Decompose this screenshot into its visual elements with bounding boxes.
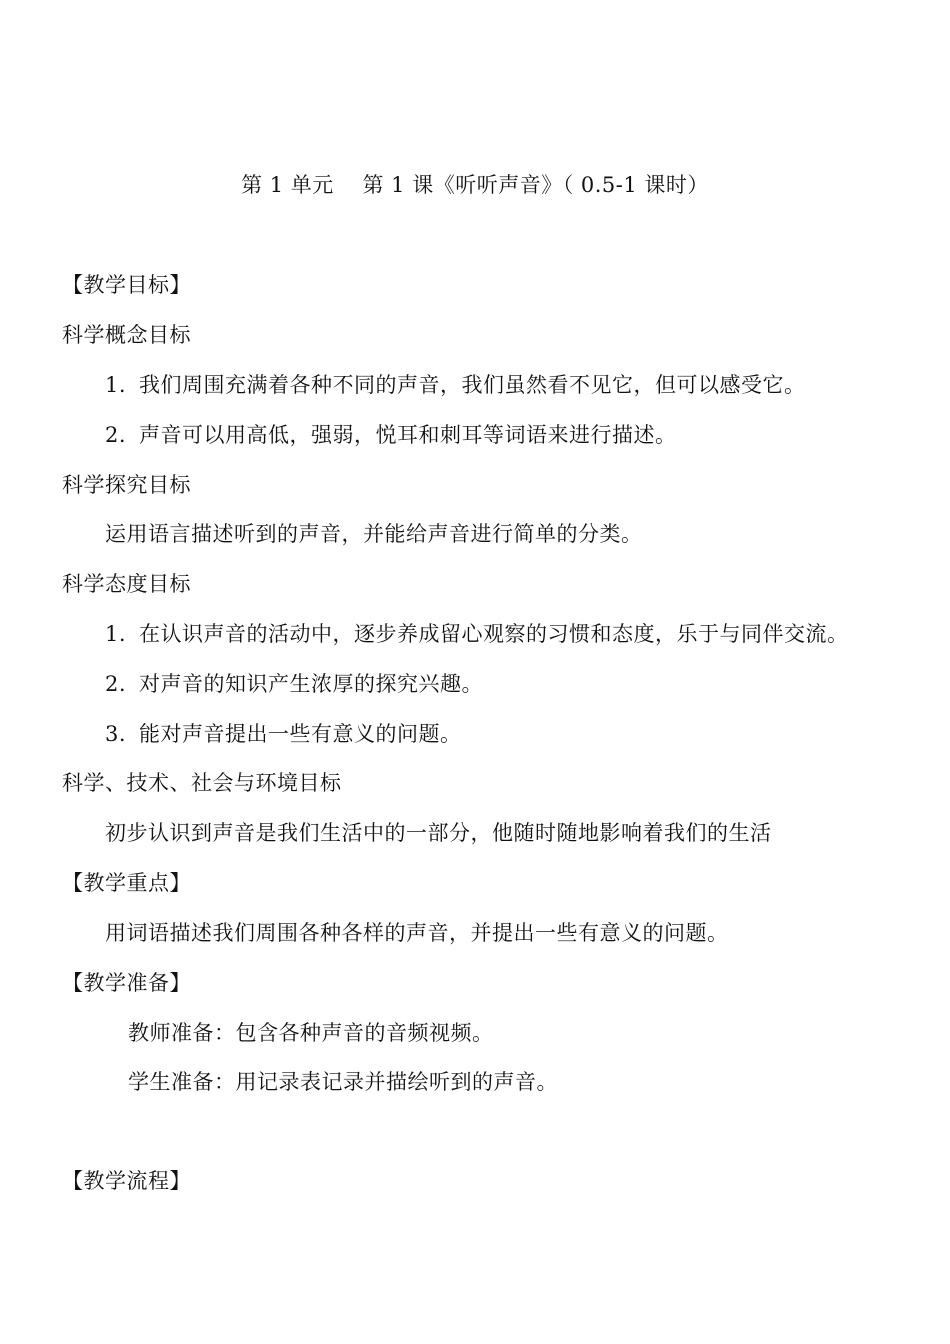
- item-text: 我们周围充满着各种不同的声音，我们虽然看不见它，但可以感受它。: [139, 373, 806, 397]
- item-number: 2.: [105, 423, 127, 447]
- attitude-objectives-heading: 科学态度目标: [62, 572, 191, 596]
- item-text: 能对声音提出一些有意义的问题。: [139, 722, 462, 746]
- item-number: 1.: [105, 373, 127, 397]
- concept-item-1: [105, 372, 806, 398]
- attitude-item-2: [105, 671, 483, 697]
- objectives-heading: 【教学目标】: [62, 273, 191, 297]
- item-number: 3.: [105, 722, 127, 746]
- item-number: 1.: [105, 622, 127, 646]
- item-number: 2.: [105, 672, 127, 696]
- inquiry-objectives-text: 运用语言描述听到的声音，并能给声音进行简单的分类。: [105, 522, 643, 546]
- lesson-title: 第 1 单元 第 1 课《听听声音》（ 0.5-1 课时）: [241, 173, 709, 197]
- concept-item-2: [105, 422, 677, 448]
- item-text: 对声音的知识产生浓厚的探究兴趣。: [139, 672, 483, 696]
- attitude-item-3: [105, 721, 462, 747]
- process-heading: 【教学流程】: [62, 1169, 191, 1193]
- concept-objectives-heading: 科学概念目标: [62, 323, 191, 347]
- item-text: 声音可以用高低，强弱，悦耳和刺耳等词语来进行描述。: [139, 423, 677, 447]
- preparation-heading: 【教学准备】: [62, 971, 191, 995]
- stse-objectives-text: 初步认识到声音是我们生活中的一部分，他随时随地影响着我们的生活: [105, 821, 772, 845]
- attitude-item-1: [105, 621, 849, 647]
- key-points-heading: 【教学重点】: [62, 871, 191, 895]
- teacher-preparation: 教师准备：包含各种声音的音频视频。: [128, 1021, 494, 1045]
- key-points-text: 用词语描述我们周围各种各样的声音，并提出一些有意义的问题。: [105, 921, 729, 945]
- item-text: 在认识声音的活动中，逐步养成留心观察的习惯和态度，乐于与同伴交流。: [139, 622, 849, 646]
- student-preparation: 学生准备：用记录表记录并描绘听到的声音。: [128, 1070, 558, 1094]
- stse-objectives-heading: 科学、技术、社会与环境目标: [62, 771, 342, 795]
- inquiry-objectives-heading: 科学探究目标: [62, 473, 191, 497]
